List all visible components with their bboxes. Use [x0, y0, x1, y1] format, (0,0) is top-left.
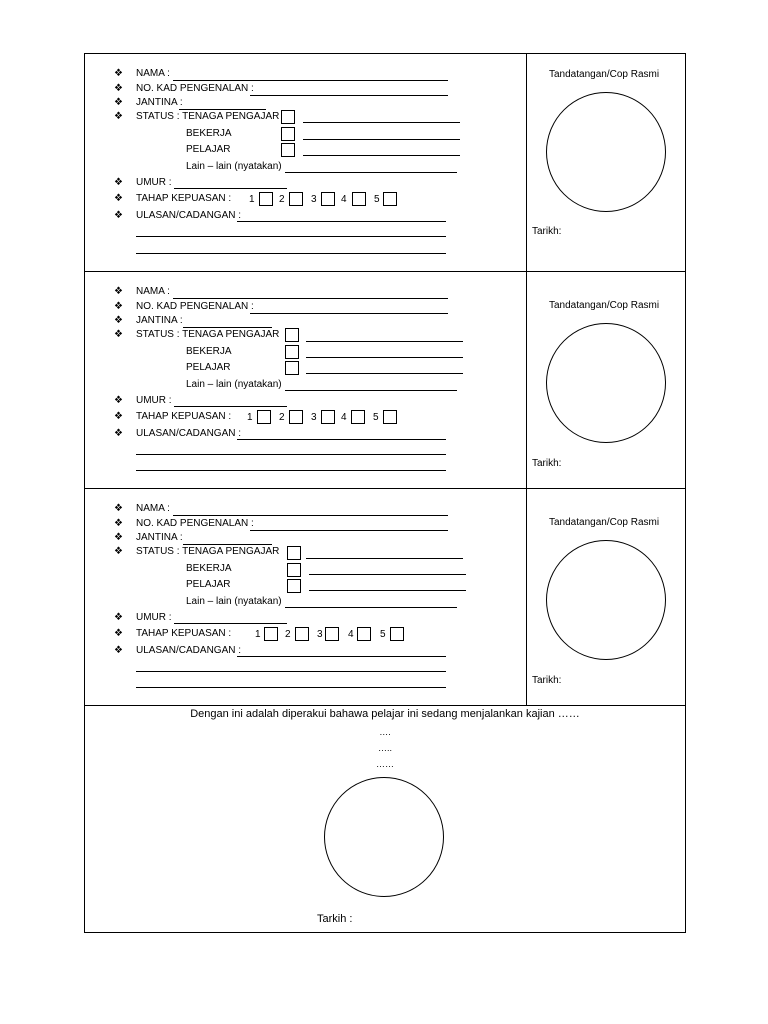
signature-label: Tandatangan/Cop Rasmi: [549, 300, 660, 311]
ulasan-label: ULASAN/CADANGAN :: [136, 210, 242, 221]
form-fields-2: [85, 271, 527, 488]
tarikh-label: Tarikh:: [532, 458, 562, 469]
lain-field[interactable]: [285, 172, 457, 173]
status-tenaga-field[interactable]: [303, 122, 460, 123]
lain-label: Lain – lain (nyatakan): [186, 161, 282, 172]
rating-4-checkbox[interactable]: [357, 627, 371, 641]
bullet-icon: ❖: [114, 411, 123, 422]
ulasan-field[interactable]: [237, 656, 446, 657]
rating-4-checkbox[interactable]: [352, 192, 366, 206]
rating-1-checkbox[interactable]: [257, 410, 271, 424]
bullet-icon: ❖: [114, 97, 123, 108]
rating-2-label: 2: [279, 412, 285, 423]
status-tenaga-field[interactable]: [306, 558, 463, 559]
bullet-icon: ❖: [114, 503, 123, 514]
lain-label: Lain – lain (nyatakan): [186, 596, 282, 607]
status-pelajar-checkbox[interactable]: [287, 579, 301, 593]
rating-5-checkbox[interactable]: [383, 192, 397, 206]
bullet-icon: ❖: [114, 612, 123, 623]
bekerja-label: BEKERJA: [186, 346, 232, 357]
tarikh-label: Tarikh:: [532, 226, 562, 237]
tahap-label: TAHAP KEPUASAN :: [136, 628, 232, 639]
status-bekerja-field[interactable]: [303, 139, 460, 140]
rating-1-label: 1: [255, 629, 261, 640]
jantina-field[interactable]: [179, 109, 266, 110]
rating-3-checkbox[interactable]: [325, 627, 339, 641]
rating-2-checkbox[interactable]: [289, 410, 303, 424]
rating-4-label: 4: [341, 194, 347, 205]
ulasan-line-2[interactable]: [136, 671, 446, 672]
rating-1-label: 1: [249, 194, 255, 205]
status-label: STATUS : TENAGA PENGAJAR: [136, 329, 280, 340]
ulasan-line-2[interactable]: [136, 236, 446, 237]
status-bekerja-checkbox[interactable]: [287, 563, 301, 577]
status-pelajar-field[interactable]: [303, 155, 460, 156]
status-pelajar-field[interactable]: [306, 373, 463, 374]
lain-field[interactable]: [285, 390, 457, 391]
form-fields-3: [85, 488, 527, 705]
signature-panel-1: [527, 54, 685, 271]
ulasan-label: ULASAN/CADANGAN :: [136, 645, 242, 656]
bekerja-label: BEKERJA: [186, 128, 232, 139]
jantina-field[interactable]: [183, 327, 272, 328]
rating-2-checkbox[interactable]: [289, 192, 303, 206]
bullet-icon: ❖: [114, 518, 123, 529]
jantina-field[interactable]: [183, 544, 272, 545]
bullet-icon: ❖: [114, 301, 123, 312]
status-bekerja-field[interactable]: [309, 574, 466, 575]
rating-5-checkbox[interactable]: [383, 410, 397, 424]
status-pelajar-field[interactable]: [309, 590, 466, 591]
bullet-icon: ❖: [114, 532, 123, 543]
umur-label: UMUR :: [136, 395, 172, 406]
tahap-label: TAHAP KEPUASAN :: [136, 193, 232, 204]
ic-label: NO. KAD PENGENALAN :: [136, 83, 254, 94]
rating-1-label: 1: [247, 412, 253, 423]
bullet-icon: ❖: [114, 68, 123, 79]
form-section-2: [85, 271, 685, 489]
bullet-icon: ❖: [114, 546, 123, 557]
rating-2-label: 2: [285, 629, 291, 640]
bullet-icon: ❖: [114, 210, 123, 221]
rating-3-label: 3: [317, 629, 323, 640]
pelajar-label: PELAJAR: [186, 362, 231, 373]
rating-5-label: 5: [380, 629, 386, 640]
ulasan-line-2[interactable]: [136, 454, 446, 455]
rating-3-checkbox[interactable]: [321, 410, 335, 424]
rating-3-checkbox[interactable]: [321, 192, 335, 206]
tarikh-label: Tarkih :: [317, 913, 353, 925]
rating-5-label: 5: [374, 194, 380, 205]
certification-section: [85, 705, 685, 933]
status-pelajar-checkbox[interactable]: [281, 143, 295, 157]
ic-label: NO. KAD PENGENALAN :: [136, 518, 254, 529]
status-pelajar-checkbox[interactable]: [285, 361, 299, 375]
status-tenaga-checkbox[interactable]: [281, 110, 295, 124]
status-bekerja-field[interactable]: [306, 357, 463, 358]
ulasan-field[interactable]: [237, 439, 446, 440]
status-label: STATUS : TENAGA PENGAJAR: [136, 111, 280, 122]
nama-label: NAMA :: [136, 286, 170, 297]
status-label: STATUS : TENAGA PENGAJAR: [136, 546, 280, 557]
lain-field[interactable]: [285, 607, 457, 608]
rating-4-label: 4: [341, 412, 347, 423]
bullet-icon: ❖: [114, 645, 123, 656]
stamp-circle[interactable]: [324, 777, 444, 897]
rating-1-checkbox[interactable]: [259, 192, 273, 206]
ic-field[interactable]: [250, 95, 448, 96]
pelajar-label: PELAJAR: [186, 579, 231, 590]
bullet-icon: ❖: [114, 628, 123, 639]
nama-label: NAMA :: [136, 503, 170, 514]
bullet-icon: ❖: [114, 83, 123, 94]
umur-field[interactable]: [174, 188, 287, 189]
placeholder-dots: …..: [377, 743, 392, 753]
rating-4-checkbox[interactable]: [351, 410, 365, 424]
placeholder-dots: ……: [376, 759, 394, 769]
form-fields-1: [85, 54, 527, 271]
nama-field[interactable]: [173, 298, 448, 299]
ulasan-line-3[interactable]: [136, 253, 446, 254]
nama-field[interactable]: [173, 80, 448, 81]
bullet-icon: ❖: [114, 193, 123, 204]
status-bekerja-checkbox[interactable]: [285, 345, 299, 359]
bekerja-label: BEKERJA: [186, 563, 232, 574]
form-sheet: [84, 53, 686, 933]
signature-label: Tandatangan/Cop Rasmi: [549, 517, 660, 528]
ic-field[interactable]: [250, 530, 448, 531]
bullet-icon: ❖: [114, 428, 123, 439]
jantina-label: JANTINA :: [136, 315, 183, 326]
pelajar-label: PELAJAR: [186, 144, 231, 155]
signature-panel-2: [527, 271, 685, 488]
umur-field[interactable]: [174, 623, 287, 624]
bullet-icon: ❖: [114, 315, 123, 326]
rating-5-label: 5: [373, 412, 379, 423]
lain-label: Lain – lain (nyatakan): [186, 379, 282, 390]
rating-2-checkbox[interactable]: [295, 627, 309, 641]
jantina-label: JANTINA :: [136, 532, 183, 543]
rating-3-label: 3: [311, 194, 317, 205]
bullet-icon: ❖: [114, 177, 123, 188]
signature-panel-3: [527, 488, 685, 705]
bullet-icon: ❖: [114, 329, 123, 340]
ulasan-line-3[interactable]: [136, 687, 446, 688]
jantina-label: JANTINA :: [136, 97, 183, 108]
signature-label: Tandatangan/Cop Rasmi: [549, 69, 660, 80]
status-bekerja-checkbox[interactable]: [281, 127, 295, 141]
ulasan-field[interactable]: [237, 221, 446, 222]
placeholder-dots: ….: [379, 727, 391, 737]
ic-label: NO. KAD PENGENALAN :: [136, 301, 254, 312]
nama-label: NAMA :: [136, 68, 170, 79]
ulasan-line-3[interactable]: [136, 470, 446, 471]
bullet-icon: ❖: [114, 395, 123, 406]
rating-4-label: 4: [348, 629, 354, 640]
tarikh-label: Tarikh:: [532, 675, 562, 686]
rating-1-checkbox[interactable]: [264, 627, 278, 641]
ulasan-label: ULASAN/CADANGAN :: [136, 428, 242, 439]
rating-2-label: 2: [279, 194, 285, 205]
umur-label: UMUR :: [136, 177, 172, 188]
bullet-icon: ❖: [114, 111, 123, 122]
form-section-1: [85, 54, 685, 272]
umur-field[interactable]: [174, 406, 287, 407]
certification-statement: Dengan ini adalah diperakui bahawa pelajar ini sedang menjalankan kajian ……: [190, 708, 580, 720]
stamp-circle[interactable]: [546, 92, 666, 212]
status-tenaga-checkbox[interactable]: [285, 328, 299, 342]
rating-3-label: 3: [311, 412, 317, 423]
nama-field[interactable]: [173, 515, 448, 516]
tahap-label: TAHAP KEPUASAN :: [136, 411, 232, 422]
rating-5-checkbox[interactable]: [390, 627, 404, 641]
stamp-circle[interactable]: [546, 323, 666, 443]
form-section-3: [85, 488, 685, 706]
status-tenaga-field[interactable]: [306, 341, 463, 342]
stamp-circle[interactable]: [546, 540, 666, 660]
bullet-icon: ❖: [114, 286, 123, 297]
umur-label: UMUR :: [136, 612, 172, 623]
status-tenaga-checkbox[interactable]: [287, 546, 301, 560]
ic-field[interactable]: [250, 313, 448, 314]
